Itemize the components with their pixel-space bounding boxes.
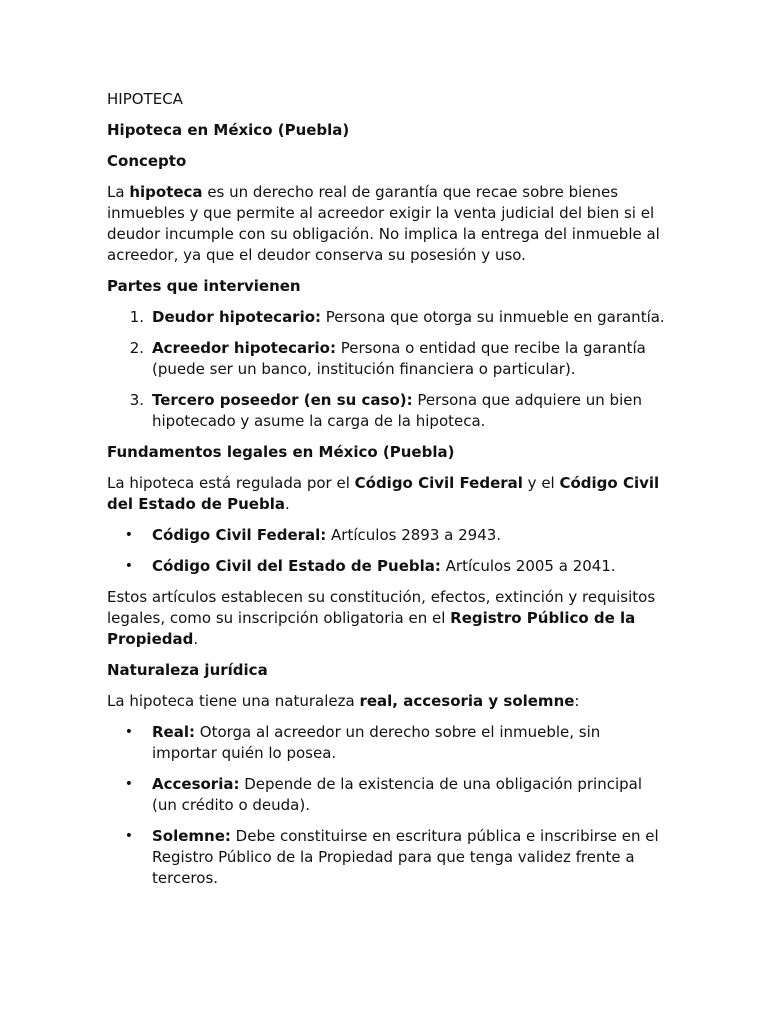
list-item-term: Acreedor hipotecario: (152, 339, 336, 357)
list-item-term: Accesoria: (152, 775, 240, 793)
document-title: HIPOTECA (107, 90, 183, 108)
list-item-term: Código Civil Federal: (152, 526, 327, 544)
document-subtitle: Hipoteca en México (Puebla) (107, 121, 350, 139)
list-item (107, 307, 667, 328)
fundamentos-term-1: Código Civil Federal (354, 474, 523, 492)
partes-heading: Partes que intervienen (107, 277, 301, 295)
list-item (107, 774, 667, 816)
naturaleza-paragraph (107, 691, 667, 712)
closing-text-pre: Estos artículos establecen su constitución, efectos, extinción y requisitos legales, como su inscripción obligatoria en el (107, 588, 656, 627)
list-item-term: Código Civil del Estado de Puebla: (152, 557, 441, 575)
list-number: 2. (129, 339, 144, 357)
concepto-heading: Concepto (107, 152, 187, 170)
fundamentos-text-post: . (285, 495, 290, 513)
naturaleza-term: real, accesoria y solemne (359, 692, 575, 710)
naturaleza-text-pre: La hipoteca tiene una naturaleza (107, 692, 360, 710)
list-number: 1. (129, 308, 144, 326)
fundamentos-text-mid: y el (522, 474, 560, 492)
list-item (107, 338, 667, 380)
list-item (107, 826, 667, 889)
list-item-text: Debe constituirse en escritura pública e inscribirse en el Registro Público de la Propiedad para que tenga validez frente a terceros. (152, 827, 659, 887)
list-item-text: Persona que otorga su inmueble en garantía. (321, 308, 665, 326)
bullet-icon: • (124, 776, 133, 792)
closing-text-post: . (193, 630, 199, 648)
list-item-term: Real: (152, 723, 195, 741)
concepto-text-pre: La (107, 183, 130, 201)
concepto-text-post: es un derecho real de garantía que recae sobre bienes inmuebles y que permite al acreedor exigir la venta judicial del bien si el deudor incumple con su obligación. No implica la entrega del inmueble al acreedor, ya que el deudor conserva su posesión y uso. (107, 183, 660, 264)
naturaleza-text-post: : (574, 692, 580, 710)
list-item-text: Persona que adquiere un bien hipotecado y asume la carga de la hipoteca. (152, 391, 642, 430)
bullet-icon: • (124, 558, 133, 574)
list-item (107, 525, 667, 546)
list-item-text: Artículos 2005 a 2041. (440, 557, 616, 575)
list-item-text: Persona o entidad que recibe la garantía (puede ser un banco, institución financiera o particular). (152, 339, 646, 378)
list-item (107, 556, 667, 577)
concepto-term: hipoteca (129, 183, 203, 201)
fundamentos-list (107, 525, 667, 577)
bullet-icon: • (124, 828, 133, 844)
concepto-paragraph (107, 182, 667, 266)
list-item-text: Otorga al acreedor un derecho sobre el inmueble, sin importar quién lo posea. (152, 723, 601, 762)
fundamentos-paragraph (107, 473, 667, 515)
naturaleza-heading: Naturaleza jurídica (107, 661, 268, 679)
partes-list (107, 307, 667, 432)
bullet-icon: • (124, 724, 133, 740)
bullet-icon: • (124, 527, 133, 543)
list-item-term: Tercero poseedor (en su caso): (152, 391, 413, 409)
document-page (107, 89, 667, 899)
fundamentos-heading: Fundamentos legales en México (Puebla) (107, 443, 455, 461)
closing-term: Registro Público de la Propiedad (107, 609, 636, 648)
list-item-term: Solemne: (152, 827, 231, 845)
list-item (107, 722, 667, 764)
fundamentos-term-2: Código Civil del Estado de Puebla (107, 474, 660, 513)
list-item-text: Depende de la existencia de una obligación principal (un crédito o deuda). (152, 775, 643, 814)
fundamentos-text-pre: La hipoteca está regulada por el (107, 474, 355, 492)
list-number: 3. (129, 391, 144, 409)
fundamentos-closing-paragraph (107, 587, 667, 650)
list-item-text: Artículos 2893 a 2943. (326, 526, 502, 544)
naturaleza-list (107, 722, 667, 889)
list-item (107, 390, 667, 432)
list-item-term: Deudor hipotecario: (152, 308, 322, 326)
